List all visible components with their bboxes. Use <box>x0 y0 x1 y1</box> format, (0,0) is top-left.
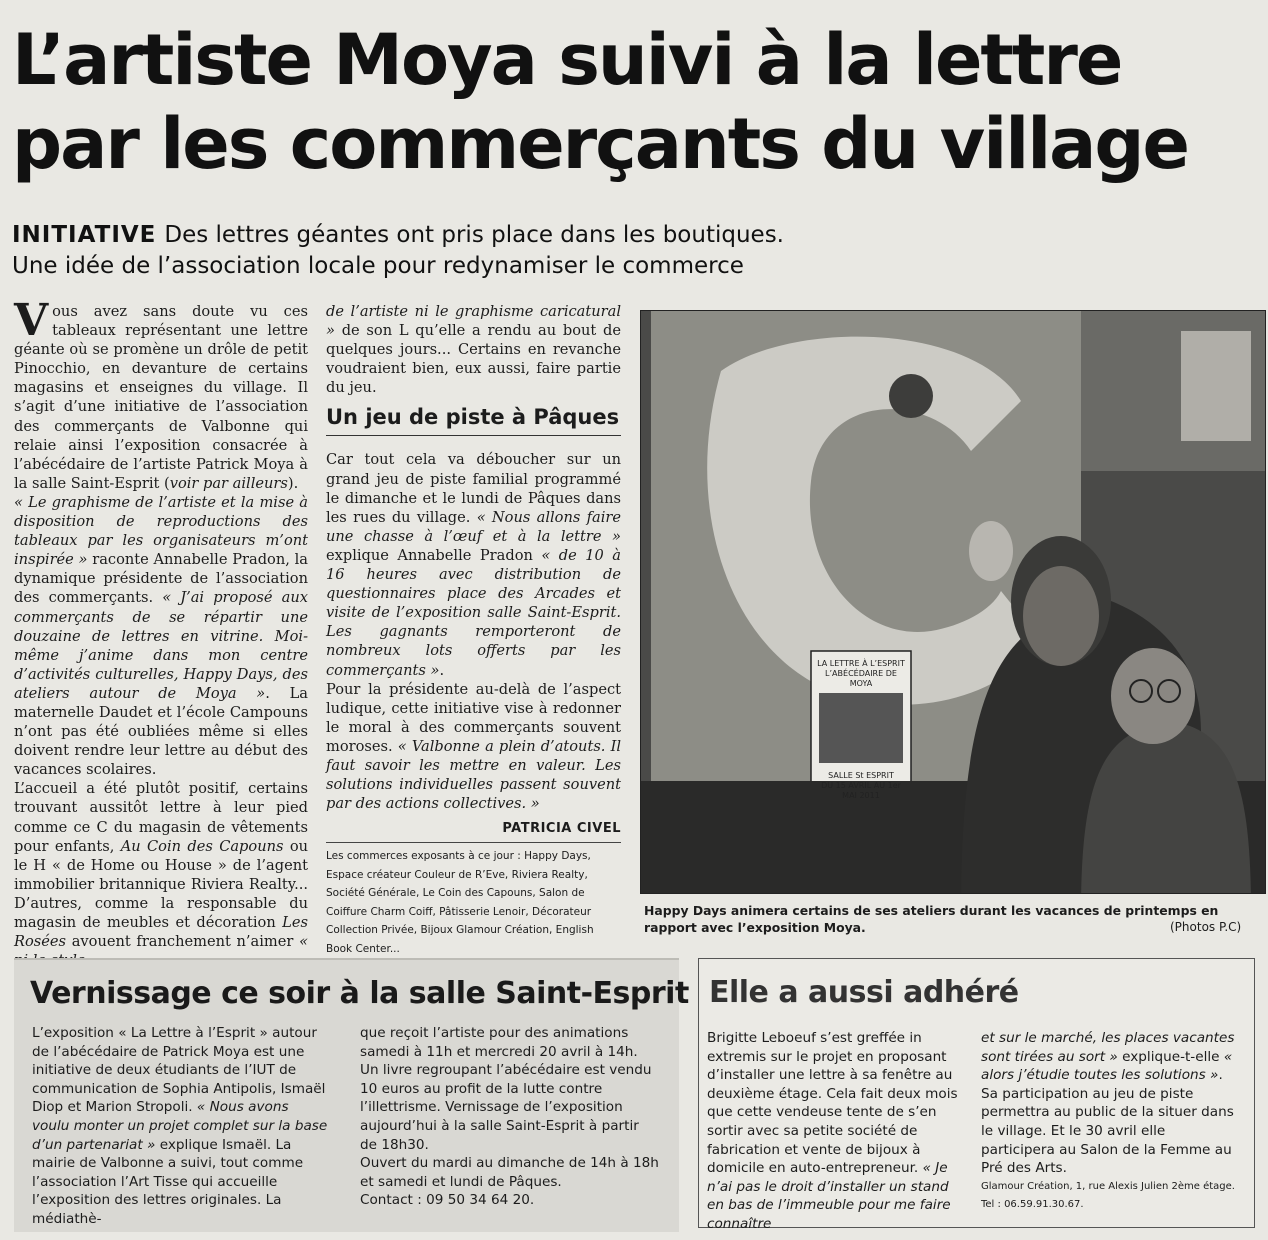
poster-line-2: L’ABÉCÉDAIRE DE MOYA <box>825 669 897 688</box>
article-photo <box>640 310 1266 894</box>
paragraph: ous avez sans doute vu ces tableaux représentant une lettre géante où se promène un drôle de petit Pinocchio, en devanture de certains magasins et enseignes du village. Il s’agit d’une initiative de l’association des commerçants de Valbonne qui relaie ainsi l’exposition consacrée à l’abécédaire de l’artiste Patrick Moya à la salle Saint-Esprit ( <box>14 303 308 492</box>
poster-line-3: SALLE St ESPRIT <box>828 771 894 780</box>
photo-illustration <box>641 311 1265 893</box>
text: raconte Annabelle Pradon, la dynamique présidente de l’association des commerçants. <box>14 551 308 607</box>
address: Glamour Création, 1, rue Alexis Julien 2ème étage. <box>981 1180 1235 1192</box>
box-column-2 <box>981 1029 1243 1214</box>
quote: « Nous allons faire une chasse à l’œuf et à la lettre » <box>326 508 621 545</box>
text: explique Annabelle Pradon <box>326 546 542 564</box>
text: Car tout cela va déboucher sur un grand jeu de piste familial programmé le dimanche et le lundi de Pâques dans les rues du village. <box>326 451 621 526</box>
emphasis: Au Coin des Capouns <box>120 837 284 855</box>
byline: PATRICIA CIVEL <box>502 821 621 837</box>
box-column-1 <box>32 1024 328 1229</box>
box-column-1 <box>707 1029 963 1234</box>
headline-line-2: par les commerçants du village <box>12 103 1189 185</box>
exhibitors-note: Les commerces exposants à ce jour : Happy Days, Espace créateur Couleur de R’Eve, Riviera Realty, Société Générale, Le Coin des Capouns, Salon de Coiffure Charm Coiff, Pâtisserie Lenoir, Décorateur Collection Privée, Bijoux Glamour Création, English Book Center... <box>326 850 594 955</box>
emphasis: voir par ailleurs <box>169 474 288 492</box>
headline-line-1: L’artiste Moya suivi à la lettre <box>12 19 1122 101</box>
drop-cap: V <box>14 295 49 346</box>
box-title: Elle a aussi adhéré <box>709 975 1019 1010</box>
text: Pour la présidente au-delà de l’aspect ludique, cette initiative vise à redonner le moral à des commerçants souvent moroses. <box>326 680 621 755</box>
poster-line-1: LA LETTRE À L’ESPRIT <box>817 659 905 668</box>
headline <box>12 18 1262 186</box>
quote: et sur le marché, les places vacantes sont tirées au sort » <box>981 1030 1235 1065</box>
kicker: INITIATIVE <box>12 222 157 248</box>
contact-phone: Contact : 09 50 34 64 20. <box>360 1192 535 1209</box>
quote: « Le graphisme de l’artiste et la mise à disposition de reproductions des tableaux par les organisateurs m’ont inspirée » <box>14 493 308 569</box>
text: Brigitte Leboeuf s’est greffée in extremis sur le projet en proposant d’installer une lettre à sa fenêtre au deuxième étage. Cela fait deux mois que cette vendeuse tente de s’en sortir avec sa petite société de fabrication et vente de bijoux à domicile en auto-entrepreneur. <box>707 1030 958 1177</box>
quote: de l’artiste ni le graphisme caricatural » <box>326 303 621 340</box>
text: avouent franchement n’aimer <box>66 933 300 951</box>
paragraph: que reçoit l’artiste pour des animations samedi à 11h et mercredi 20 avril à 14h. Un livre regroupant l’abécédaire est vendu 10 euros au profit de la lutte contre l’illettrisme. Vernissage de l’exposition aujourd’hui à la salle Saint-Esprit à partir de 18h30. <box>360 1025 652 1153</box>
poster-line-4: DU 15 AVRIL AU 1er MAI 2011 <box>821 781 901 800</box>
emphasis: Les Rosées <box>14 914 308 951</box>
text: L’exposition « La Lettre à l’Esprit » autour de l’abécédaire de Patrick Moya est une initiative de deux étudiants de l’IUT de communication de Sophia Antipolis, Ismaël Diop et Marion Stropoli. <box>32 1025 326 1116</box>
divider <box>326 842 621 843</box>
quote: « de 10 à 16 heures avec distribution de questionnaires place des Arcades et visite de l’exposition salle Saint-Esprit. Les gagnants remporteront de nombreux lots offerts par les commerçants » <box>326 546 621 679</box>
subhead-line-2: Une idée de l’association locale pour redynamiser le commerce <box>12 253 744 279</box>
photo-credit: (Photos P.C) <box>1170 920 1242 934</box>
text: ou le H « de Home ou House » de l’agent immobilier britannique Riviera Realty... D’autres, comme la responsable du magasin de meubles et décoration <box>14 837 309 931</box>
text: de son L qu’elle a rendu au bout de quelques jours... Certains en revanche voudraient bien, eux aussi, faire partie du jeu. <box>326 322 621 397</box>
box-column-2 <box>360 1024 660 1210</box>
article-column-2 <box>326 302 621 958</box>
quote: « J’ai proposé aux commerçants de se répartir une douzaine de lettres en vitrine. Moi-même j’anime dans mon centre d’activités culturelles, Happy Days, des ateliers autour de Moya » <box>14 589 308 702</box>
text: . La maternelle Daudet et l’école Campouns n’ont pas été oubliées même si elles doivent rendre leur lettre au début des vacances scolaires. <box>14 684 309 779</box>
text: ). <box>287 474 299 492</box>
text: . <box>439 661 445 679</box>
quote: « Nous avons voulu monter un projet complet sur la base d’un partenariat » <box>32 1099 328 1153</box>
box-title: Vernissage ce soir à la salle Saint-Esprit <box>30 976 689 1011</box>
text: explique Ismaël. La mairie de Valbonne a suivi, tout comme l’association l’Art Tisse qui accueille l’exposition des lettres originales. La médiathè- <box>32 1136 304 1227</box>
photo-caption: Happy Days animera certains de ses ateliers durant les vacances de printemps en rapport avec l’exposition Moya. <box>644 903 1219 935</box>
article-column-1 <box>14 295 309 970</box>
opening-hours: Ouvert du mardi au dimanche de 14h à 18h et samedi et lundi de Pâques. <box>360 1155 659 1190</box>
box-vernissage <box>14 958 689 1232</box>
phone: Tel : 06.59.91.30.67. <box>981 1198 1084 1210</box>
quote: « Je n’ai pas le droit d’installer un stand en bas de l’immeuble pour me faire connaître <box>707 1160 951 1232</box>
text: L’accueil a été plutôt positif, certains trouvant aussitôt lettre à leur pied comme ce C du magasin de vêtements pour enfants, <box>14 780 308 855</box>
text: explique-t-elle <box>1117 1048 1224 1065</box>
quote: « alors j’étudie toutes les solutions » <box>981 1048 1233 1084</box>
quote: « <box>299 933 308 951</box>
quote: « Valbonne a plein d’atouts. Il faut savoir les mettre en valeur. Les solutions individuelles passent souvent par des actions collectives. » <box>326 737 621 813</box>
text: . Sa participation au jeu de piste permettra au public de la situer dans le village. Et le 30 avril elle participera au Salon de la Femme au Pré des Arts. <box>981 1067 1234 1177</box>
subhead-line-1: Des lettres géantes ont pris place dans les boutiques. <box>164 222 784 248</box>
subhead <box>12 220 1012 282</box>
section-subtitle: Un jeu de piste à Pâques <box>326 405 621 436</box>
box-elle-a-aussi-adhere <box>698 958 1255 1232</box>
